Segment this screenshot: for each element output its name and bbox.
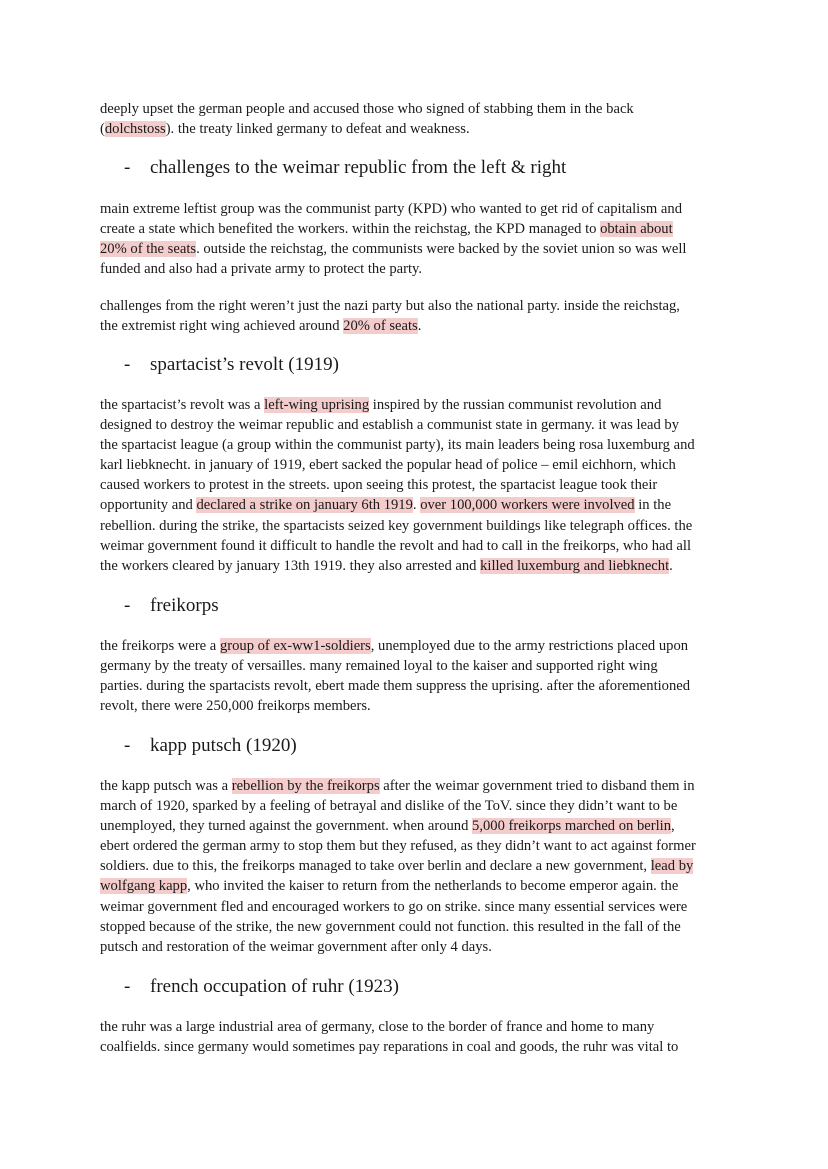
text-run: the freikorps were a: [100, 638, 220, 654]
text-line: [100, 296, 740, 316]
text-run: march of 1920, sparked by a feeling of betrayal and dislike of the ToV. since they didn’t want to be: [100, 798, 678, 815]
text-line: [100, 836, 740, 856]
text-line: [100, 99, 740, 119]
text-run: . outside the reichstag, the communists were backed by the soviet union so was well: [196, 241, 687, 258]
section-heading: [124, 594, 219, 618]
text-run: .: [417, 318, 422, 335]
text-line: [100, 856, 740, 876]
text-line: [100, 556, 740, 576]
text-run: coalfields. since germany would sometimes pay reparations in coal and goods, the ruhr was vital to: [100, 1039, 679, 1056]
text-run: ). the treaty linked germany to defeat and weakness.: [165, 121, 470, 138]
text-run: caused workers to protest in the streets. upon seeing this protest, the spartacist league took their: [100, 477, 658, 494]
paragraph: [100, 99, 740, 139]
text-run: unemployed, they turned against the government. when around: [100, 818, 473, 835]
highlighted-text: 20% of the seats: [100, 241, 197, 258]
text-line: [100, 199, 740, 219]
text-run: weimar government found it difficult to handle the revolt and had to call in the freikorps, who had all: [100, 537, 692, 554]
paragraph: [100, 636, 740, 716]
text-run: the spartacist league (a group within the communist party), its main leaders being rosa luxemburg and: [100, 437, 695, 454]
text-line: [100, 696, 740, 716]
bullet-dash: -: [124, 735, 131, 756]
text-line: [100, 219, 740, 239]
text-line: [100, 796, 740, 816]
paragraph: [100, 199, 740, 279]
text-run: the kapp putsch was a: [100, 778, 232, 794]
text-run: main extreme leftist group was the communist party (KPD) who wanted to get rid of capitalism and: [100, 201, 682, 217]
highlighted-text: dolchstoss: [104, 121, 166, 138]
bullet-dash: -: [124, 595, 131, 616]
bullet-dash: -: [124, 157, 131, 178]
text-line: [100, 239, 740, 259]
heading-text: kapp putsch (1920): [150, 735, 297, 756]
text-line: [100, 455, 740, 475]
text-run: ebert ordered the german army to stop them but they refused, as they didn’t want to act against former: [100, 838, 696, 855]
text-line: [100, 897, 740, 917]
bullet-dash: -: [124, 976, 131, 997]
text-line: [100, 475, 740, 495]
text-line: [100, 876, 740, 896]
text-run: .: [412, 497, 421, 514]
text-run: stopped because of the strike, the new government could not function. this resulted in the fall of the: [100, 918, 681, 935]
text-line: [100, 415, 740, 435]
paragraph: [100, 395, 740, 576]
text-line: [100, 435, 740, 455]
text-run: rebellion. during the strike, the spartacists seized key government buildings like telegraph offices. the: [100, 517, 693, 534]
heading-text: challenges to the weimar republic from the left & right: [150, 157, 567, 178]
highlighted-text: killed luxemburg and liebknecht: [480, 557, 670, 574]
text-line: [100, 917, 740, 937]
text-run: opportunity and: [100, 497, 197, 514]
section-heading: [124, 975, 399, 999]
text-line: [100, 495, 740, 515]
text-line: [100, 119, 740, 139]
highlighted-text: obtain about: [600, 221, 673, 238]
text-run: in the: [634, 497, 672, 514]
highlighted-text: group of ex-ww1-soldiers: [219, 638, 371, 654]
heading-text: freikorps: [150, 595, 219, 616]
text-run: .: [669, 557, 673, 574]
text-line: [100, 536, 740, 556]
text-run: karl liebknecht. in january of 1919, ebert sacked the popular head of police – emil eichhorn, which: [100, 457, 676, 474]
highlighted-text: declared a strike on january 6th 1919: [196, 497, 413, 514]
text-run: soldiers. due to this, the freikorps managed to take over berlin and declare a new government,: [100, 858, 651, 875]
text-run: designed to destroy the weimar republic and establish a communist state in germany. it was lead by: [100, 417, 680, 434]
text-run: , who invited the kaiser to return from the netherlands to become emperor again. the: [187, 878, 679, 895]
section-heading: [124, 734, 297, 758]
text-line: [100, 516, 740, 536]
highlighted-text: 5,000 freikorps marched on berlin: [472, 818, 672, 835]
highlighted-text: 20% of seats: [343, 318, 418, 335]
text-run: the workers cleared by january 13th 1919. they also arrested and: [100, 557, 481, 574]
section-heading: [124, 156, 566, 180]
text-run: revolt, there were 250,000 freikorps members.: [100, 698, 371, 715]
text-run: parties. during the spartacists revolt, ebert made them suppress the uprising. after the aforementioned: [100, 678, 691, 695]
text-line: [100, 816, 740, 836]
text-run: the extremist right wing achieved around: [100, 318, 344, 335]
text-line: [100, 1037, 740, 1057]
text-line: [100, 676, 740, 696]
bullet-dash: -: [124, 354, 131, 375]
highlighted-text: wolfgang kapp: [100, 878, 188, 895]
text-run: ,: [671, 818, 675, 835]
heading-text: french occupation of ruhr (1923): [150, 976, 400, 997]
text-line: [100, 1017, 740, 1037]
paragraph: [100, 776, 740, 957]
heading-text: spartacist’s revolt (1919): [150, 354, 339, 375]
text-run: inspired by the russian communist revolution and: [369, 397, 662, 413]
text-line: [100, 395, 740, 415]
text-line: [100, 776, 740, 796]
text-line: [100, 656, 740, 676]
text-run: after the weimar government tried to disband them in: [379, 778, 695, 794]
text-line: [100, 636, 740, 656]
section-heading: [124, 353, 339, 377]
text-run: , unemployed due to the army restrictions placed upon: [370, 638, 689, 654]
highlighted-text: over 100,000 workers were involved: [420, 497, 635, 514]
text-run: deeply upset the german people and accused those who signed of stabbing them in the back: [100, 101, 634, 117]
highlighted-text: lead by: [650, 858, 694, 875]
text-line: [100, 259, 740, 279]
text-run: (: [100, 121, 105, 138]
text-run: putsch and restoration of the weimar government after only 4 days.: [100, 938, 492, 955]
text-run: the ruhr was a large industrial area of germany, close to the border of france and home to many: [100, 1019, 655, 1035]
text-line: [100, 937, 740, 957]
highlighted-text: rebellion by the freikorps: [231, 778, 380, 794]
text-line: [100, 316, 740, 336]
paragraph: [100, 296, 740, 336]
text-run: weimar government fled and encouraged workers to go on strike. since many essential services were: [100, 898, 688, 915]
paragraph: [100, 1017, 740, 1057]
text-run: challenges from the right weren’t just the nazi party but also the national party. inside the reichstag,: [100, 298, 680, 314]
text-run: create a state which benefited the workers. within the reichstag, the KPD managed to: [100, 221, 601, 238]
text-run: the spartacist’s revolt was a: [100, 397, 265, 413]
text-run: germany by the treaty of versailles. many remained loyal to the kaiser and supported right wing: [100, 658, 658, 675]
text-run: funded and also had a private army to protect the party.: [100, 261, 423, 278]
highlighted-text: left-wing uprising: [264, 397, 370, 413]
